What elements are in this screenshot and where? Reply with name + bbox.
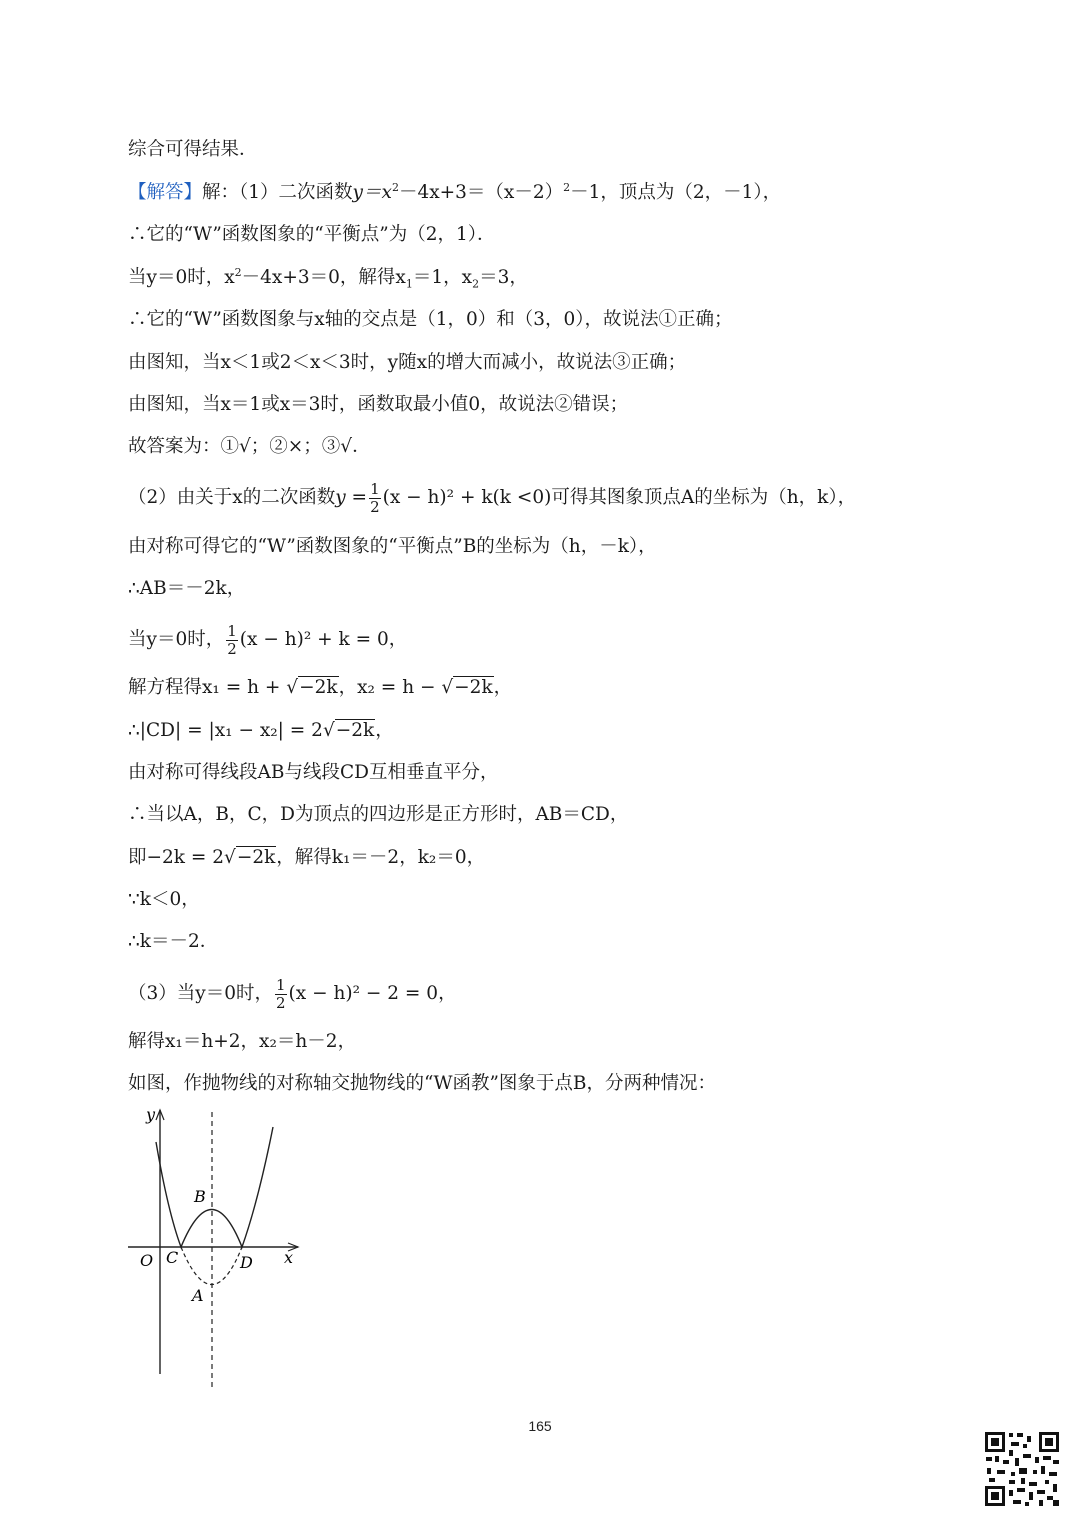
origin-label: O xyxy=(140,1251,154,1270)
superscript: 2 xyxy=(391,180,399,194)
text-line-3: ∴它的“W”函数图象的“平衡点”为（2，1）． xyxy=(128,224,496,245)
text-span: ＝1，x xyxy=(412,267,473,288)
text-line-4 xyxy=(128,265,528,291)
text-line-17 xyxy=(128,845,485,871)
text-line-7: 由图知，当x＝1或x＝3时，函数取最小值0，故说法②错误； xyxy=(128,394,629,415)
text-span: (x − h)² + k = 0， xyxy=(239,629,408,650)
y-axis-label: y xyxy=(146,1105,156,1124)
fraction-denominator: 2 xyxy=(276,993,286,1012)
radicand: −2k xyxy=(299,677,338,698)
text-line-15: 由对称可得线段AB与线段CD互相垂直平分， xyxy=(128,762,499,783)
text-span: ， xyxy=(375,720,394,741)
text-line-20 xyxy=(128,976,457,1012)
text-line-14 xyxy=(128,718,394,744)
text-span: (x − h)² + k(k <0)可得其图象顶点A的坐标为（h，k）， xyxy=(382,487,857,508)
text-span: －4x+3＝0，解得x xyxy=(241,267,406,288)
text-line-9 xyxy=(128,480,856,516)
text-span: ， xyxy=(493,677,513,698)
text-span: 当y＝0时， xyxy=(128,629,225,650)
qr-code-icon xyxy=(983,1430,1061,1508)
text-line-16: ∴当以A，B，C，D为顶点的四边形是正方形时，AB＝CD， xyxy=(128,804,629,825)
text-span: ，解得k₁＝－2，k₂＝0， xyxy=(276,847,486,868)
fraction xyxy=(275,975,287,1012)
math-span: y = xyxy=(335,487,368,508)
fraction-numerator: 1 xyxy=(370,479,380,498)
subscript: 1 xyxy=(405,277,413,291)
text-span: (x − h)² − 2 = 0， xyxy=(288,983,457,1004)
text-span: ∴|CD| = |x₁ − x₂| = 2 xyxy=(128,720,323,741)
radicand: −2k xyxy=(454,677,493,698)
text-span: 解：（1）二次函数 xyxy=(202,182,353,203)
page-number: 165 xyxy=(528,1418,552,1434)
sqrt: √−2k xyxy=(441,677,493,698)
radicand: −2k xyxy=(236,847,276,868)
text-line-18: ∵k＜0， xyxy=(128,889,200,910)
text-line-6: 由图知，当x＜1或2＜x＜3时，y随x的增大而减小，故说法③正确； xyxy=(128,352,687,373)
text-line-19: ∴k＝－2． xyxy=(128,931,219,952)
radicand: −2k xyxy=(335,720,375,741)
parabola-figure xyxy=(126,1102,306,1392)
fraction-numerator: 1 xyxy=(227,621,237,640)
text-span: ＝3， xyxy=(479,267,528,288)
superscript: 2 xyxy=(234,265,242,279)
text-line-10: 由对称可得它的“W”函数图象的“平衡点”B的坐标为（h，－k）， xyxy=(128,536,657,557)
text-line-11: ∴AB＝－2k， xyxy=(128,578,246,599)
text-span: 即−2k = 2 xyxy=(128,847,225,868)
text-span: （2）由关于x的二次函数 xyxy=(128,487,336,508)
sqrt: √−2k xyxy=(322,720,375,741)
subscript: 2 xyxy=(472,277,480,291)
text-line-8: 故答案为：①√；②×；③√． xyxy=(128,436,371,457)
fraction-numerator: 1 xyxy=(276,975,286,994)
text-span: 当y＝0时，x xyxy=(128,267,235,288)
point-d-label: D xyxy=(240,1253,253,1272)
point-b-label: B xyxy=(194,1187,206,1206)
point-a-label: A xyxy=(192,1286,204,1305)
text-line-21: 解得x₁＝h+2，x₂＝h－2， xyxy=(128,1031,357,1052)
fraction-denominator: 2 xyxy=(370,497,380,516)
point-c-label: C xyxy=(166,1248,179,1267)
sqrt: √−2k xyxy=(224,847,276,868)
text-span: 解方程得x₁ = h + xyxy=(128,677,287,698)
fraction-denominator: 2 xyxy=(227,639,237,658)
fraction xyxy=(226,621,238,658)
text-span: －4x+3＝（x－2） xyxy=(398,182,564,203)
text-line-12 xyxy=(128,622,407,658)
superscript: 2 xyxy=(563,180,571,194)
text-span: （3）当y＝0时， xyxy=(128,983,273,1004)
text-line-22: 如图，作抛物线的对称轴交抛物线的“W函教”图象于点B，分两种情况： xyxy=(128,1073,717,1094)
x-axis-label: x xyxy=(284,1248,294,1267)
text-line-13 xyxy=(128,675,512,701)
answer-tag: 【解答】 xyxy=(128,182,203,203)
text-line-5: ∴它的“W”函数图象与x轴的交点是（1，0）和（3，0），故说法①正确； xyxy=(128,309,733,330)
math-span: y＝x xyxy=(352,182,392,203)
sqrt: √−2k xyxy=(286,677,338,698)
text-line-2 xyxy=(128,180,781,206)
text-line-1: 综合可得结果． xyxy=(128,139,258,160)
w-curve xyxy=(156,1127,273,1247)
text-span: －1，顶点为（2，－1）， xyxy=(570,182,782,203)
fraction xyxy=(369,479,381,516)
text-span: ，x₂ = h − xyxy=(338,677,442,698)
